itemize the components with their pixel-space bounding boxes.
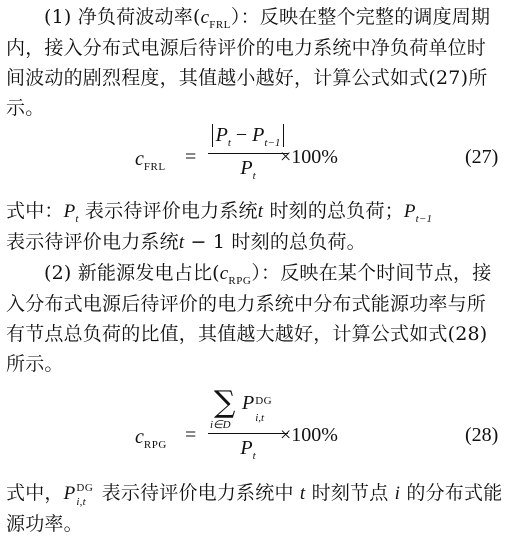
eq27-den-sub: t	[252, 170, 256, 182]
p1-body: ）：反映在整个完整的调度周期内，接入分布式电源后待评价的电力系统中净负荷单位时间波动的剧烈程度，其值越小越好，计算公式如式(27)所示。	[6, 6, 491, 119]
def27-sym-3-sub: t−1	[415, 212, 433, 225]
eq27-lhs-subscript: FRL	[143, 161, 166, 173]
def28-text-3: 时刻节点	[305, 482, 395, 504]
p2-prefix: (2) 新能源发电占比(	[44, 262, 220, 284]
eq28-number: (28)	[465, 424, 499, 446]
eq27-numerator	[208, 124, 288, 147]
eq27-num-b-sub: t−1	[264, 137, 281, 149]
paragraph-net-load-fluctuation	[6, 2, 504, 123]
eq27-num-b: P	[252, 124, 265, 146]
eq28-num: P	[242, 392, 255, 414]
eq28-lhs	[135, 426, 167, 449]
p1-subscript: FRL	[209, 18, 231, 31]
eq27-num-a-sub: t	[227, 137, 231, 149]
eq28-equals: =	[185, 424, 197, 446]
eq27-absolute-value	[212, 124, 285, 147]
eq27-fraction-bar	[208, 153, 288, 154]
eq28-numerator	[208, 385, 288, 431]
eq27-lhs-symbol: c	[135, 148, 144, 170]
eq28-num-sub: i,t	[255, 412, 265, 424]
sum-symbol: ∑	[214, 385, 236, 420]
eq28-num-sup: DG	[255, 395, 273, 407]
equation-27	[0, 124, 511, 188]
eq28-den-sub: t	[252, 450, 256, 462]
eq28-fraction-bar	[208, 433, 288, 434]
def28-sym-1: P	[63, 483, 76, 504]
def28-sym-2: t	[299, 483, 306, 504]
p2-body: ）：反映在某个时间节点，接入分布式电源后待评价的电力系统中分布式能源功率与所有节点总负荷的比值，其值越大越好，计算公式如式(28)所示。	[6, 262, 492, 375]
definition-eq27	[6, 196, 504, 258]
eq28-num-term	[242, 392, 274, 424]
eq28-den: P	[240, 437, 253, 459]
def27-sym-4: t	[178, 232, 185, 253]
eq27-lhs	[135, 148, 166, 171]
eq27-number: (27)	[465, 146, 499, 168]
eq28-multiplier: ×100%	[280, 424, 338, 446]
eq27-den: P	[240, 157, 253, 179]
def27-sym-3: P	[403, 201, 416, 222]
eq27-minus: −	[230, 124, 253, 146]
eq28-lhs-symbol: c	[135, 426, 144, 448]
def28-sym-3: i	[394, 483, 401, 504]
eq28-lhs-subscript: RPG	[143, 439, 167, 451]
def28-text-2: 表示待评价电力系统中	[95, 482, 300, 504]
def27-text-1: 式中：	[6, 200, 64, 222]
def27-text-2: 表示待评价电力系统	[78, 200, 258, 222]
eq27-multiplier: ×100%	[280, 146, 338, 168]
def27-text-5: − 1 时刻的总负荷。	[184, 231, 366, 253]
def28-text-4: 的分布式能源功率。	[6, 482, 503, 535]
paragraph-renewable-share	[6, 258, 504, 379]
def28-sym-1-sup: DG	[76, 482, 94, 494]
def27-sym-1: P	[63, 201, 76, 222]
def27-text-3: 时刻的总负荷；	[263, 200, 404, 222]
eq27-denominator	[208, 157, 288, 180]
equation-28	[0, 385, 511, 462]
eq27-equals: =	[185, 146, 197, 168]
def27-text-4: 表示待评价电力系统	[6, 231, 179, 253]
def27-sym-2: t	[257, 201, 264, 222]
p1-prefix: (1) 净负荷波动率(	[44, 6, 201, 28]
p2-subscript: RPG	[228, 274, 252, 287]
eq27-num-a: P	[215, 124, 228, 146]
p2-symbol: c	[219, 263, 229, 284]
p1-symbol: c	[200, 7, 210, 28]
def28-text-1: 式中，	[6, 482, 64, 504]
def27-sym-1-sub: t	[75, 212, 79, 225]
eq28-denominator	[208, 437, 288, 460]
def28-sym-1-sub: i,t	[76, 496, 86, 508]
sum-index: i∈D	[210, 419, 231, 431]
definition-eq28	[6, 478, 504, 539]
